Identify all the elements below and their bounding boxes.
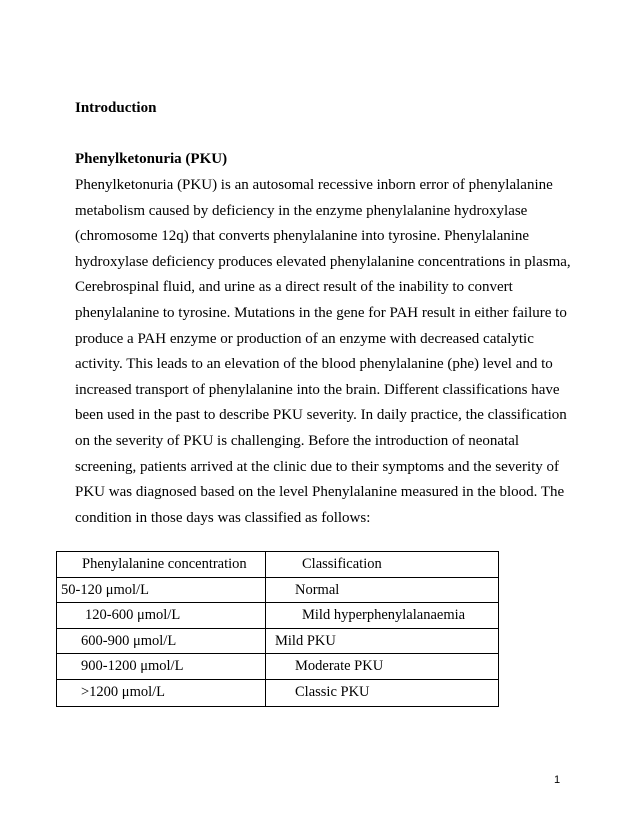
table-cell: >1200 μmol/L <box>57 679 266 706</box>
classification-table <box>56 551 499 707</box>
subsection-heading-pku: Phenylketonuria (PKU) <box>75 151 228 167</box>
table-row <box>57 577 499 603</box>
paragraph-line: hydroxylase deficiency produces elevated phenylalanine concentrations in plasma, <box>75 253 571 270</box>
paragraph-line: activity. This leads to an elevation of the blood phenylalanine (phe) level and to <box>75 356 553 373</box>
paragraph-line: Cerebrospinal fluid, and urine as a direct result of the inability to convert <box>75 279 513 296</box>
body-paragraph <box>75 173 571 531</box>
table-header-row <box>57 552 499 578</box>
table-cell: Classic PKU <box>266 679 499 706</box>
paragraph-line: on the severity of PKU is challenging. Before the introduction of neonatal <box>75 432 520 449</box>
table-header-cell: Classification <box>266 552 499 578</box>
table-cell: Mild PKU <box>266 628 499 654</box>
table-cell: 600-900 μmol/L <box>57 628 266 654</box>
table-cell: 120-600 μmol/L <box>57 603 266 629</box>
table-cell: 900-1200 μmol/L <box>57 654 266 680</box>
paragraph-line: screening, patients arrived at the clinic due to their symptoms and the severity of <box>75 458 560 475</box>
table-row <box>57 679 499 706</box>
paragraph-line: been used in the past to describe PKU severity. In daily practice, the classification <box>75 407 567 424</box>
section-heading-introduction: Introduction <box>75 100 157 116</box>
table-cell: Mild hyperphenylalanaemia <box>266 603 499 629</box>
paragraph-line: PKU was diagnosed based on the level Phenylalanine measured in the blood. The <box>75 484 565 501</box>
table-cell: 50-120 μmol/L <box>57 577 266 603</box>
table-row <box>57 628 499 654</box>
paragraph-line: produce a PAH enzyme or production of an enzyme with decreased catalytic <box>75 330 534 347</box>
page-number: 1 <box>554 774 561 786</box>
table-header-cell: Phenylalanine concentration <box>57 552 266 578</box>
paragraph-line: increased transport of phenylalanine into the brain. Different classifications have <box>75 381 560 398</box>
table-row <box>57 603 499 629</box>
paragraph-line: condition in those days was classified as follows: <box>75 509 371 526</box>
paragraph-line: phenylalanine to tyrosine. Mutations in the gene for PAH result in either failure to <box>75 304 567 321</box>
table-cell: Moderate PKU <box>266 654 499 680</box>
paragraph-line: metabolism caused by deficiency in the enzyme phenylalanine hydroxylase <box>75 202 528 219</box>
paragraph-line: (chromosome 12q) that converts phenylalanine into tyrosine. Phenylalanine <box>75 228 530 245</box>
table-row <box>57 654 499 680</box>
paragraph-line: Phenylketonuria (PKU) is an autosomal recessive inborn error of phenylalanine <box>75 177 553 193</box>
table-cell: Normal <box>266 577 499 603</box>
